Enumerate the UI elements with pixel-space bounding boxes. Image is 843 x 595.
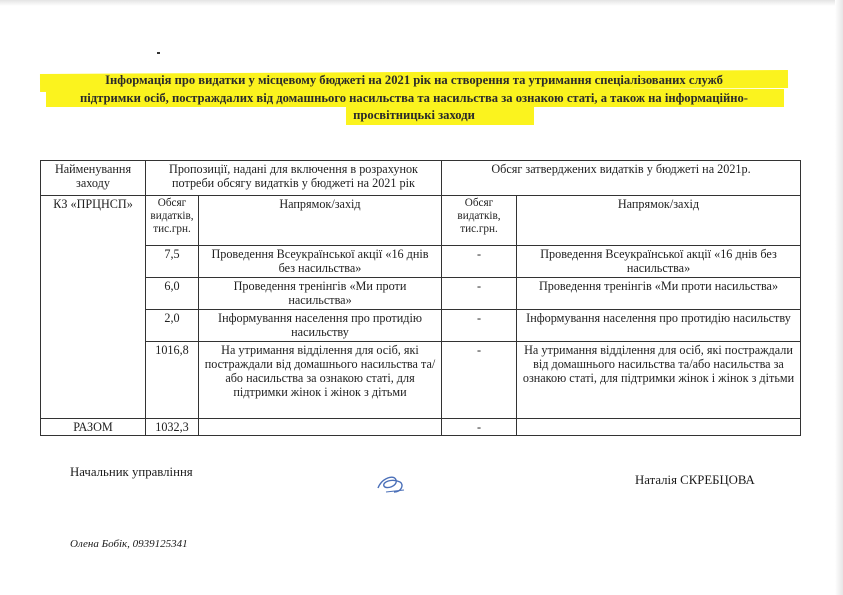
approved-direction-cell: На утримання відділення для осіб, які постраждали від домашнього насильства та/або насильства за ознакою статі, для підтримки жінок і жінок з дітьми <box>517 342 801 419</box>
total-approved: - <box>442 419 517 436</box>
subheader-direction-left: Напрямок/захід <box>199 196 442 246</box>
title-line: просвітницькі заходи <box>353 108 475 122</box>
title-line: Інформація про видатки у місцевому бюджеті на 2021 рік на створення та утримання спеціалізованих служб <box>105 73 723 87</box>
total-amount: 1032,3 <box>146 419 199 436</box>
amount-cell: 7,5 <box>146 246 199 278</box>
header-activity-name: Найменування заходу <box>41 161 146 196</box>
direction-cell: Інформування населення про протидію насильству <box>199 310 442 342</box>
organization-cell: КЗ «ПРЦНСП» <box>41 196 146 419</box>
scan-mark <box>157 52 160 54</box>
title-line: підтримки осіб, постраждалих від домашнього насильства та насильства за ознакою статі, а також на інформаційно- <box>80 90 748 105</box>
amount-cell: 2,0 <box>146 310 199 342</box>
table-row <box>41 246 801 278</box>
direction-cell: Проведення тренінгів «Ми проти насильства» <box>199 278 442 310</box>
table-header-row <box>41 161 801 196</box>
approved-direction-cell: Інформування населення про протидію насильству <box>517 310 801 342</box>
table-row <box>41 310 801 342</box>
approved-amount-cell: - <box>442 342 517 419</box>
subheader-amount-left: Обсяг видатків, тис.грн. <box>146 196 199 246</box>
budget-table <box>40 160 801 436</box>
total-approved-direction-cell <box>517 419 801 436</box>
approved-amount-cell: - <box>442 310 517 342</box>
approved-direction-cell: Проведення Всеукраїнської акції «16 днів без насильства» <box>517 246 801 278</box>
signature-mark <box>372 470 412 498</box>
approved-amount-cell: - <box>442 278 517 310</box>
header-proposals: Пропозиції, надані для включення в розрахунок потреби обсягу видатків у бюджеті на 2021 рік <box>146 161 442 196</box>
total-row <box>41 419 801 436</box>
subheader-amount-right: Обсяг видатків, тис.грн. <box>442 196 517 246</box>
header-approved: Обсяг затверджених видатків у бюджеті на 2021р. <box>442 161 801 196</box>
subheader-direction-right: Напрямок/захід <box>517 196 801 246</box>
scan-right-edge <box>835 0 843 595</box>
approved-direction-cell: Проведення тренінгів «Ми проти насильства» <box>517 278 801 310</box>
title-text <box>40 72 788 125</box>
direction-cell: Проведення Всеукраїнської акції «16 днів без насильства» <box>199 246 442 278</box>
signatory-position: Начальник управління <box>70 465 193 479</box>
total-label: РАЗОМ <box>41 419 146 436</box>
table-row <box>41 342 801 419</box>
approved-amount-cell: - <box>442 246 517 278</box>
total-direction-cell <box>199 419 442 436</box>
table-subheader-row <box>41 196 801 246</box>
contact-info: Олена Бобік, 0939125341 <box>70 538 188 550</box>
amount-cell: 1016,8 <box>146 342 199 419</box>
amount-cell: 6,0 <box>146 278 199 310</box>
signatory-name: Наталія СКРЕБЦОВА <box>635 473 755 487</box>
table-row <box>41 278 801 310</box>
document-title <box>40 72 788 125</box>
scan-top-edge <box>0 0 843 6</box>
direction-cell: На утримання відділення для осіб, які постраждали від домашнього насильства та/або насильства за ознакою статі, для підтримки жінок і жінок з дітьми <box>199 342 442 419</box>
